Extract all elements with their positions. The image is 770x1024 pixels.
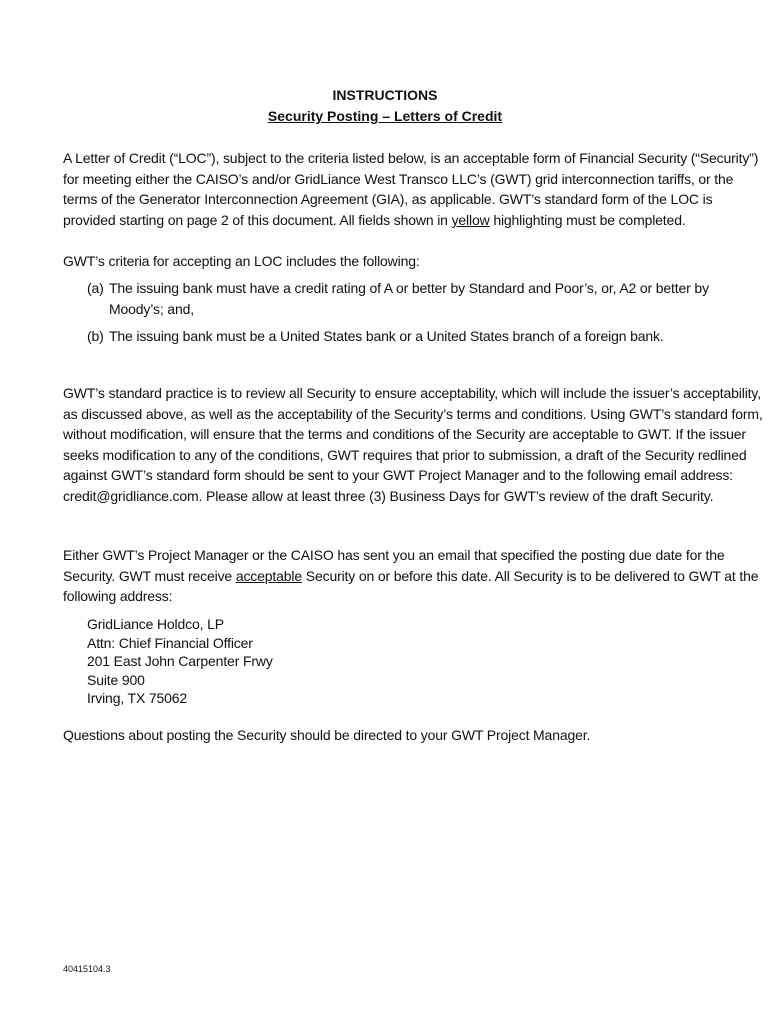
intro-line: terms of the Generator Interconnection Agreement (GIA), as applicable. GWT’s standard form of the LOC is [63, 191, 713, 208]
criteria-text: Moody’s; and, [109, 300, 194, 317]
intro-line [63, 210, 723, 231]
document-number: 40415104.3 [63, 964, 111, 974]
criteria-item-a [87, 278, 727, 319]
address-attn: Attn: Chief Financial Officer [87, 634, 253, 651]
list-marker: (b) [87, 328, 104, 345]
practice-line: as discussed above, as well as the acceptability of the Security’s terms and conditions. Using GWT’s standard form, [63, 405, 763, 422]
questions-paragraph: Questions about posting the Security should be directed to your GWT Project Manager. [63, 727, 591, 743]
address-city: Irving, TX 75062 [87, 690, 188, 706]
criteria-item-b [87, 326, 727, 347]
intro-line: A Letter of Credit (“LOC”), subject to the criteria listed below, is an acceptable form of Financial Security (“Security”) [63, 150, 759, 166]
list-marker: (a) [87, 280, 104, 296]
intro-line: for meeting either the CAISO’s and/or GridLiance West Transco LLC’s (GWT) grid interconnection tariffs, or the [63, 170, 734, 187]
practice-line: GWT’s standard practice is to review all Security to ensure acceptability, which will include the issuer’s acceptability, [63, 385, 761, 401]
delivery-line [63, 566, 759, 587]
delivery-text: Security on or before this date. All Security is to be delivered to GWT at the [302, 567, 759, 584]
address-street: 201 East John Carpenter Frwy [87, 653, 273, 669]
practice-line: without modification, will ensure that the terms and conditions of the Security are acceptable to GWT. If the issuer [63, 426, 746, 443]
mailing-address [87, 615, 273, 708]
address-company: GridLiance Holdco, LP [87, 616, 224, 632]
intro-text: highlighting must be completed. [489, 211, 686, 228]
yellow-highlight-word: yellow [451, 211, 490, 228]
delivery-line: Either GWT’s Project Manager or the CAISO has sent you an email that specified the posting due date for the [63, 547, 725, 563]
intro-text: provided starting on page 2 of this document. All fields shown in [63, 211, 452, 228]
acceptable-underlined: acceptable [235, 567, 303, 584]
criteria-text: The issuing bank must be a United States bank or a United States branch of a foreign bank. [109, 328, 664, 345]
practice-line: credit@gridliance.com. Please allow at least three (3) Business Days for GWT’s review of the draft Security. [63, 487, 714, 504]
criteria-list [87, 278, 727, 347]
intro-paragraph [63, 148, 759, 230]
practice-paragraph [63, 383, 763, 507]
criteria-intro: GWT’s criteria for accepting an LOC includes the following: [63, 253, 420, 269]
practice-line: seeks modification to any of the conditions, GWT requires that prior to submission, a draft of the Security redlined [63, 446, 747, 463]
address-suite: Suite 900 [87, 671, 145, 688]
delivery-text: Security. GWT must receive [63, 567, 236, 584]
practice-line: against GWT’s standard form should be sent to your GWT Project Manager and to the following email address: [63, 467, 733, 484]
criteria-text: The issuing bank must have a credit rating of A or better by Standard and Poor’s, or, A2 or better by [109, 280, 709, 296]
delivery-line: following address: [63, 588, 173, 605]
document-subtitle: Security Posting – Letters of Credit [267, 108, 503, 124]
delivery-paragraph [63, 545, 759, 607]
document-title: INSTRUCTIONS [332, 87, 438, 103]
